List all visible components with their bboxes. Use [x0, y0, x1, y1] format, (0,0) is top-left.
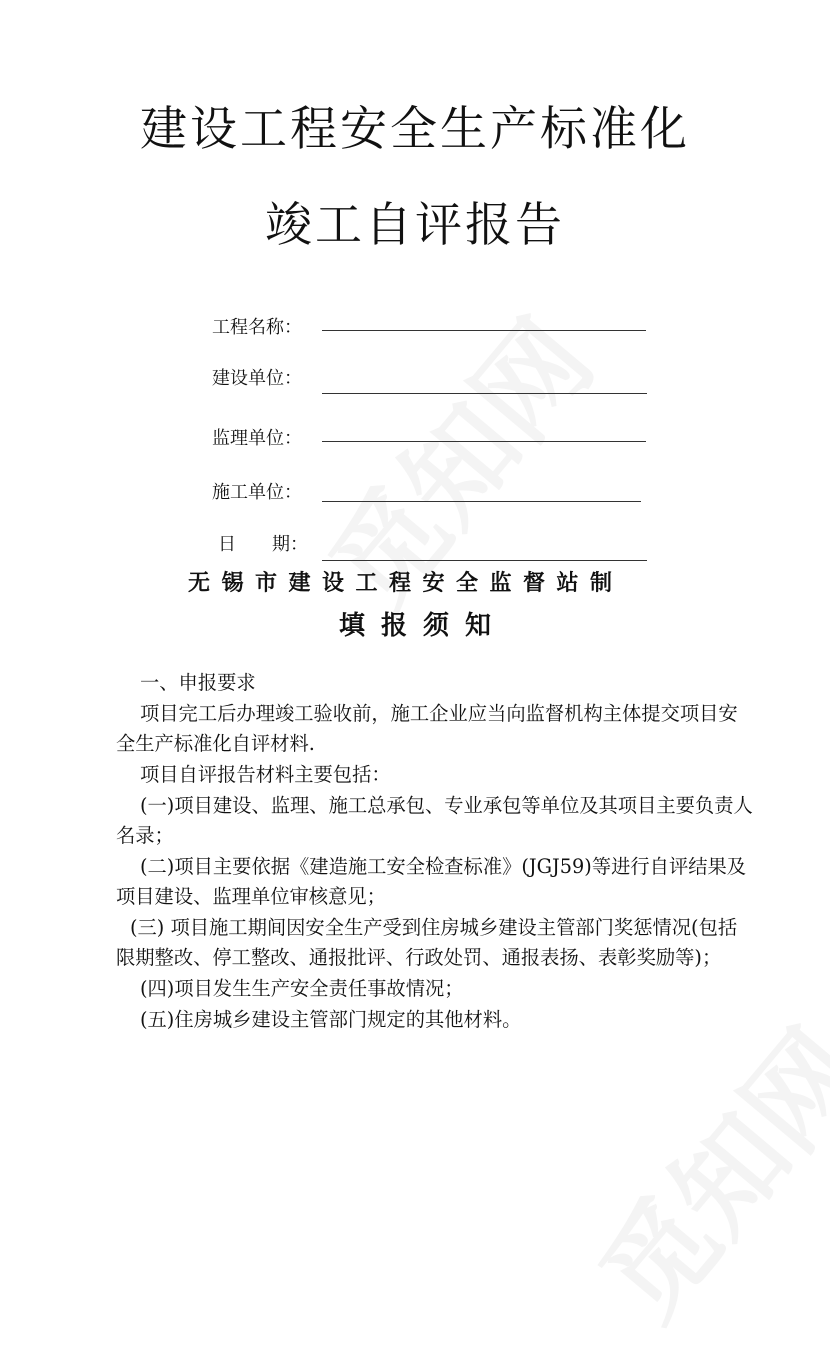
field-line-date[interactable]	[322, 560, 647, 561]
list-item: (二)项目主要依据《建造施工安全检查标准》(JGJ59)等进行自评结果及项目建设、监理单位审核意见；	[116, 855, 747, 908]
notice-title: 填报须知	[338, 611, 507, 641]
field-line-contractor[interactable]	[322, 501, 641, 502]
field-label-project-name: 工程名称：	[212, 317, 302, 338]
paragraph: 项目自评报告材料主要包括：	[140, 763, 391, 786]
field-label-construction-unit: 建设单位：	[212, 368, 302, 389]
instructions	[116, 668, 756, 1036]
document-title-line2: 竣工自评报告	[265, 198, 565, 253]
field-line-project-name[interactable]	[322, 330, 646, 331]
watermark	[558, 992, 830, 1346]
field-line-supervision-unit[interactable]	[322, 441, 646, 442]
list-item: (一)项目建设、监理、施工总承包、专业承包等单位及其项目主要负责人名录；	[116, 794, 753, 847]
field-line-construction-unit[interactable]	[322, 393, 647, 394]
field-label-date: 日 期：	[218, 534, 308, 555]
list-item: (五)住房城乡建设主管部门规定的其他材料。	[140, 1008, 522, 1031]
document-title-line1: 建设工程安全生产标准化	[140, 102, 690, 157]
issuer: 无锡市建设工程安全监督站制	[188, 571, 624, 596]
section-heading: 一、申报要求	[140, 671, 256, 694]
field-label-supervision-unit: 监理单位：	[212, 428, 302, 449]
list-item: (四)项目发生生产安全责任事故情况；	[140, 977, 464, 1000]
list-item: (三) 项目施工期间因安全生产受到住房城乡建设主管部门奖惩情况(包括限期整改、停工整改、通报批评、行政处罚、通报表扬、表彰奖励等)；	[116, 916, 738, 969]
field-label-contractor: 施工单位：	[212, 482, 302, 503]
paragraph: 项目完工后办理竣工验收前，施工企业应当向监督机构主体提交项目安全生产标准化自评材料.	[116, 702, 738, 755]
